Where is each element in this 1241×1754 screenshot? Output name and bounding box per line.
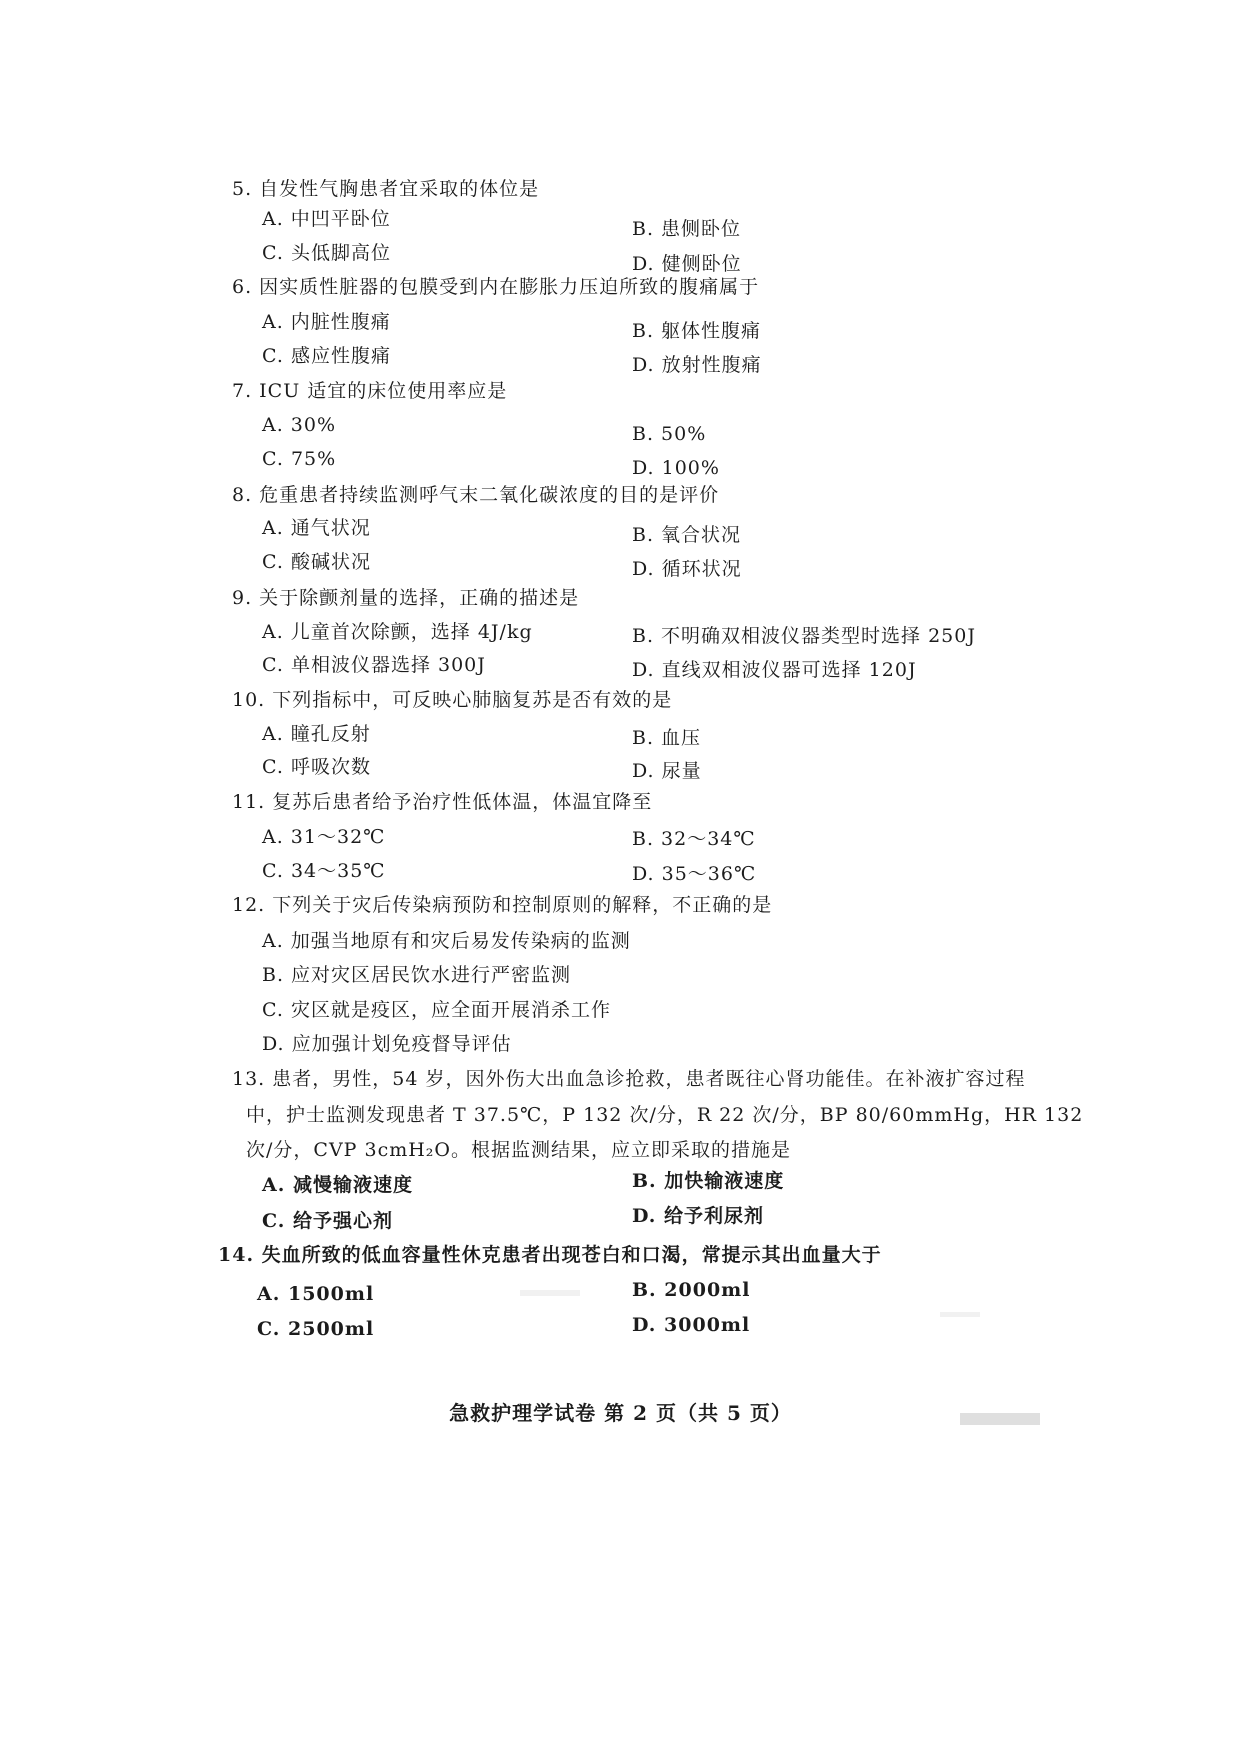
option-c: C. 酸碱状况 <box>262 551 371 573</box>
option-a: A. 瞳孔反射 <box>262 723 371 745</box>
option-c: C. 2500ml <box>257 1318 375 1340</box>
question-stem: 10. 下列指标中，可反映心肺脑复苏是否有效的是 <box>232 689 673 711</box>
question-stem: 8. 危重患者持续监测呼气末二氧化碳浓度的目的是评价 <box>232 484 720 506</box>
option-d: D. 给予利尿剂 <box>632 1205 765 1227</box>
option-b: B. 氧合状况 <box>632 524 742 546</box>
option-b: B. 血压 <box>632 727 702 749</box>
option-a: A. 加强当地原有和灾后易发传染病的监测 <box>262 930 631 952</box>
option-a: A. 30% <box>262 414 337 436</box>
option-d: D. 直线双相波仪器可选择 120J <box>632 659 917 681</box>
option-a: A. 内脏性腹痛 <box>262 311 391 333</box>
option-a: A. 通气状况 <box>262 517 371 539</box>
option-d: D. 放射性腹痛 <box>632 354 762 376</box>
scan-noise <box>520 1290 580 1296</box>
scan-noise <box>940 1312 980 1317</box>
option-b: B. 加快输液速度 <box>632 1170 785 1192</box>
question-stem: 14. 失血所致的低血容量性休克患者出现苍白和口渴，常提示其出血量大于 <box>218 1244 882 1266</box>
question-stem: 9. 关于除颤剂量的选择，正确的描述是 <box>232 587 580 609</box>
question-stem: 6. 因实质性脏器的包膜受到内在膨胀力压迫所致的腹痛属于 <box>232 276 760 298</box>
option-a: A. 31～32℃ <box>262 826 386 848</box>
option-c: C. 单相波仪器选择 300J <box>262 654 486 676</box>
option-d: D. 尿量 <box>632 760 702 782</box>
scan-noise <box>960 1413 1040 1425</box>
question-stem: 7. ICU 适宜的床位使用率应是 <box>232 380 508 402</box>
option-c: C. 给予强心剂 <box>262 1210 394 1232</box>
option-c: C. 呼吸次数 <box>262 756 371 778</box>
option-a: A. 减慢输液速度 <box>262 1174 413 1196</box>
option-c: C. 感应性腹痛 <box>262 345 391 367</box>
option-c: C. 灾区就是疫区，应全面开展消杀工作 <box>262 999 611 1021</box>
option-d: D. 35～36℃ <box>632 863 757 885</box>
question-stem: 12. 下列关于灾后传染病预防和控制原则的解释，不正确的是 <box>232 894 773 916</box>
question-stem: 13. 患者，男性，54 岁，因外伤大出血急诊抢救，患者既往心肾功能佳。在补液扩容过程 <box>232 1068 1026 1090</box>
question-stem-line-2: 中，护士监测发现患者 T 37.5℃，P 132 次/分，R 22 次/分，BP 80/60mmHg，HR 132 <box>246 1104 1084 1126</box>
option-c: C. 75% <box>262 448 337 470</box>
option-a: A. 1500ml <box>257 1283 375 1305</box>
question-stem: 11. 复苏后患者给予治疗性低体温，体温宜降至 <box>232 791 653 813</box>
page-footer: 急救护理学试卷 第 2 页（共 5 页） <box>449 1401 792 1425</box>
option-d: D. 应加强计划免疫督导评估 <box>262 1033 512 1055</box>
option-a: A. 儿童首次除颤，选择 4J/kg <box>262 621 533 643</box>
option-b: B. 躯体性腹痛 <box>632 320 762 342</box>
option-b: B. 2000ml <box>632 1279 751 1301</box>
option-d: D. 100% <box>632 457 720 479</box>
option-b: B. 患侧卧位 <box>632 218 742 240</box>
question-stem: 5. 自发性气胸患者宜采取的体位是 <box>232 178 540 200</box>
option-b: B. 不明确双相波仪器类型时选择 250J <box>632 625 976 647</box>
option-a: A. 中凹平卧位 <box>262 208 391 230</box>
option-d: D. 健侧卧位 <box>632 253 742 275</box>
option-b: B. 32～34℃ <box>632 828 756 850</box>
question-stem-line-3: 次/分，CVP 3cmH₂O。根据监测结果，应立即采取的措施是 <box>246 1139 791 1161</box>
option-b: B. 应对灾区居民饮水进行严密监测 <box>262 964 572 986</box>
option-c: C. 头低脚高位 <box>262 242 391 264</box>
option-b: B. 50% <box>632 423 707 445</box>
option-d: D. 循环状况 <box>632 558 742 580</box>
option-c: C. 34～35℃ <box>262 860 386 882</box>
option-d: D. 3000ml <box>632 1314 751 1336</box>
